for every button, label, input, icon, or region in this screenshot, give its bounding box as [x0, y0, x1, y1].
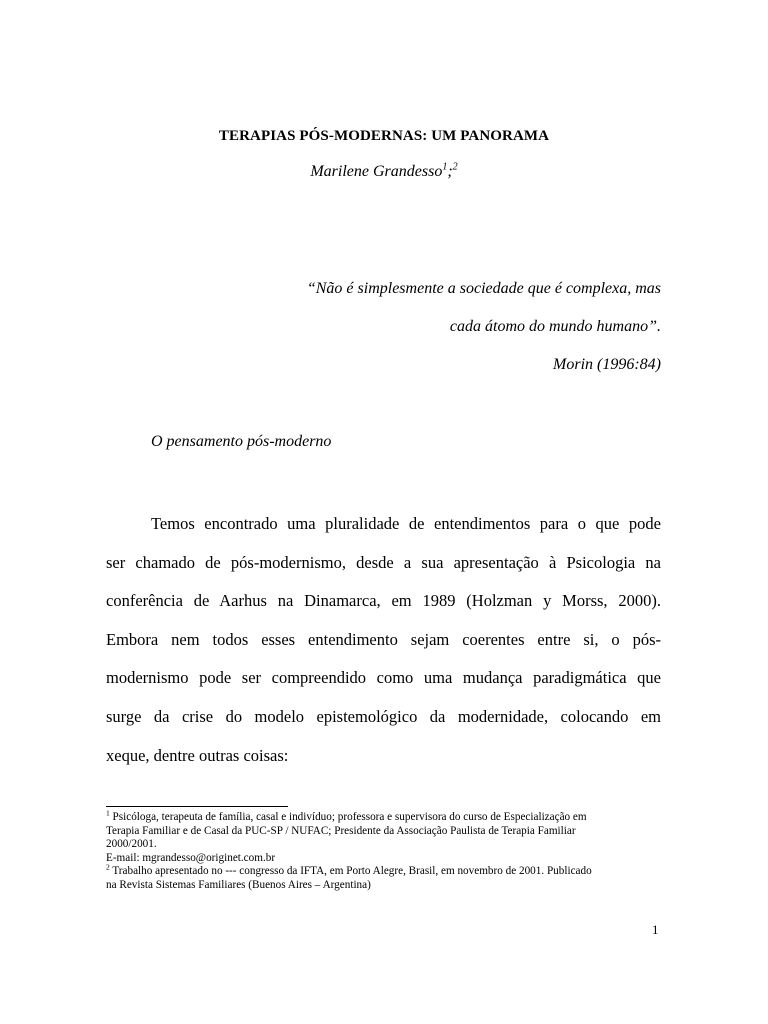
footnote-1-line [106, 808, 666, 825]
footnote-ref-1: 1 [442, 161, 448, 173]
epigraph-line-2: cada átomo do mundo humano”. [449, 318, 661, 335]
footnote-2-marker: 2 [106, 862, 110, 872]
author-line [0, 163, 768, 181]
footnote-separator [106, 806, 288, 807]
footnote-1-line: 2000/2001. [106, 838, 157, 850]
epigraph-citation: Morin (1996:84) [553, 356, 661, 373]
body-line: ser chamado de pós-modernismo, desde a sua apresentação à Psicologia na [106, 552, 661, 572]
body-line: conferência de Aarhus na Dinamarca, em 1989 (Holzman y Morss, 2000). [106, 591, 661, 611]
page-number: 1 [652, 922, 659, 937]
footnote-2-text: Trabalho apresentado no --- congresso da IFTA, em Porto Alegre, Brasil, em novembro de 2001. Publicado [109, 865, 592, 877]
body-line: xeque, dentre outras coisas: [106, 745, 289, 765]
footnote-ref-2: 2 [452, 161, 458, 173]
footnote-email: E-mail: mgrandesso@originet.com.br [106, 851, 276, 864]
body-line: Temos encontrado uma pluralidade de entendimentos para o que pode [151, 514, 661, 533]
epigraph-line-1: “Não é simplesmente a sociedade que é complexa, mas [306, 280, 661, 297]
footnote-1-text: Psicóloga, terapeuta de família, casal e indivíduo; professora e supervisora do curso de Especialização em [109, 811, 587, 823]
footnote-2-line: na Revista Sistemas Familiares (Buenos Aires – Argentina) [106, 878, 371, 891]
body-paragraph [106, 505, 661, 775]
body-line: modernismo pode ser compreendido como uma mudança paradigmática que [106, 668, 661, 688]
body-line: surge da crise do modelo epistemológico da modernidade, colocando em [106, 706, 661, 726]
footnote-1-marker: 1 [106, 808, 110, 818]
footnotes [106, 808, 666, 892]
body-line: Embora nem todos esses entendimento sejam coerentes entre si, o pós- [106, 629, 661, 649]
author-separator: ; [447, 163, 453, 180]
footnote-1-line: Terapia Familiar e de Casal da PUC-SP / NUFAC; Presidente da Associação Paulista de Terapia Familiar [106, 824, 576, 837]
document-title: TERAPIAS PÓS-MODERNAS: UM PANORAMA [218, 128, 550, 144]
section-heading: O pensamento pós-moderno [151, 433, 332, 450]
footnote-2-line [106, 862, 666, 879]
author-name: Marilene Grandesso [310, 163, 443, 180]
